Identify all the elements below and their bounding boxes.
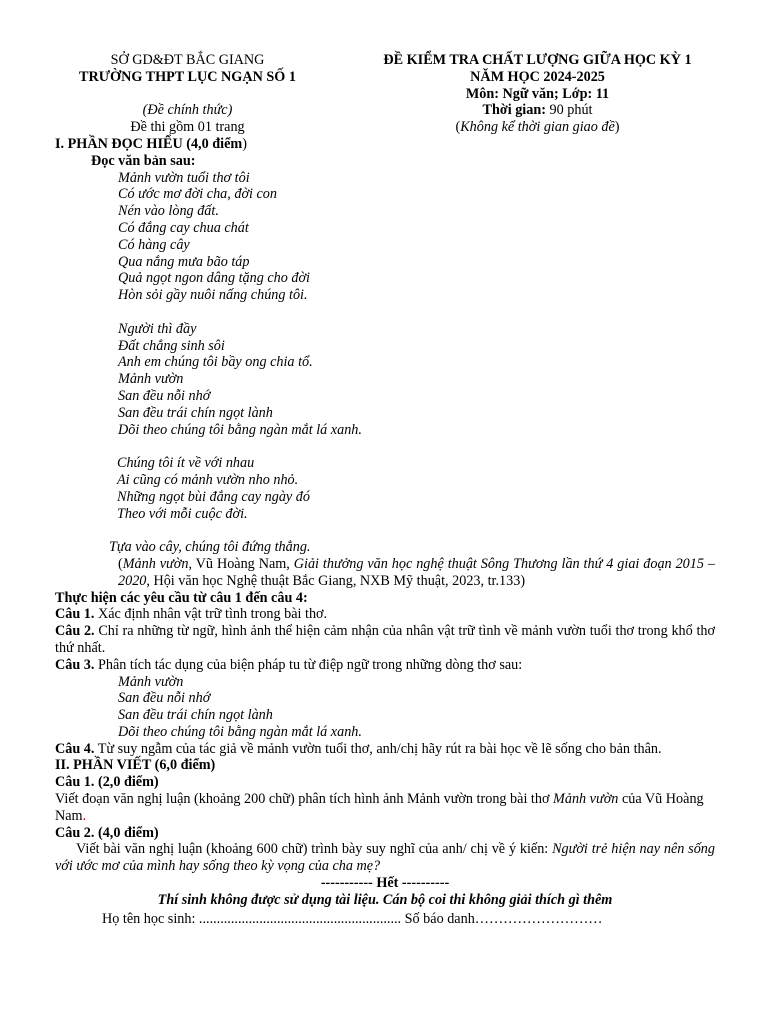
question-3 [55, 657, 715, 674]
q2-label: Câu 2. [55, 623, 95, 640]
poem-stanza-1 [118, 170, 715, 304]
time-note-text: Không kể thời gian giao đề [460, 119, 615, 136]
question-4 [55, 741, 715, 758]
poem-line: Chúng tôi ít về với nhau [117, 455, 255, 472]
poem-line: Dõi theo chúng tôi bằng ngàn mắt lá xanh. [118, 421, 362, 438]
writing-q1-label: Câu 1. (2,0 điểm) [55, 774, 159, 791]
part1-heading-text: I. PHẦN ĐỌC HIỂU (4,0 điểm [55, 136, 243, 152]
poem-line: Mảnh vườn tuổi thơ tôi [118, 169, 250, 186]
poem-line: Hòn sỏi gầy nuôi nấng chúng tôi. [118, 287, 308, 304]
q3-text: Phân tích tác dụng của biện pháp tu từ điệp ngữ trong những dòng thơ sau: [94, 656, 523, 673]
part1-heading [55, 136, 715, 153]
part1-heading-close: ) [242, 136, 247, 152]
poem-line: Đất chẳng sinh sôi [118, 337, 225, 354]
writing-q1 [55, 791, 715, 825]
wq2-quote: Người trẻ hiện nay nên sống với ước mơ của mình hay sống theo kỳ vọng của cha mẹ? [55, 841, 715, 875]
student-info-line: Họ tên học sinh: ......................................................... Số báo danh……………………… [102, 910, 603, 927]
exam-page [55, 52, 715, 927]
exam-notice: Thí sinh không được sử dụng tài liệu. Cán bộ coi thi không giải thích gì thêm [157, 891, 613, 908]
exam-header [55, 52, 715, 136]
note-close: ) [614, 119, 620, 136]
question-2 [55, 623, 715, 657]
poem-stanza-2 [118, 321, 715, 439]
q3-poem [118, 674, 715, 741]
wq1-text-b: của Vũ Hoàng Nam [55, 791, 704, 824]
wq1-text-a: Viết đoạn văn nghị luận (khoảng 200 chữ) phân tích hình ảnh Mảnh vườn trong bài thơ [55, 791, 554, 808]
writing-q2 [55, 841, 715, 875]
poem-line: Ai cũng có mảnh vườn nho nhỏ. [117, 471, 299, 488]
poem-line: San đều trái chín ngọt lành [118, 404, 273, 421]
header-left [55, 52, 320, 136]
poem-line: Có hàng cây [118, 236, 190, 253]
poem-line: Có đắng cay chua chát [118, 219, 249, 236]
q1-text: Xác định nhân vật trữ tình trong bài thơ. [94, 606, 328, 623]
source-title: Mảnh vườn [122, 555, 189, 572]
exam-title: ĐỀ KIỂM TRA CHẤT LƯỢNG GIỮA HỌC KỲ 1 [383, 52, 692, 68]
part2-heading: II. PHẦN VIẾT (6,0 điểm) [55, 757, 216, 774]
poem-line: Dõi theo chúng tôi bằng ngàn mắt lá xanh. [118, 723, 362, 740]
q3-label: Câu 3. [55, 656, 95, 673]
poem-line: San đều nỗi nhớ [118, 690, 211, 707]
wq2-text: Viết bài văn nghị luận (khoảng 600 chữ) trình bày suy nghĩ của anh/ chị về ý kiến: [76, 841, 553, 858]
task-heading: Thực hiện các yêu cầu từ câu 1 đến câu 4: [55, 589, 308, 606]
poem-line: Những ngọt bùi đắng cay ngày đó [117, 488, 310, 505]
poem-line: Mảnh vườn [118, 673, 184, 690]
question-1 [55, 606, 715, 623]
poem-source [118, 556, 715, 590]
poem-line: Quả ngọt ngon dâng tặng cho đời [118, 270, 311, 287]
school-name: TRƯỜNG THPT LỤC NGẠN SỐ 1 [79, 68, 296, 85]
poem-line: San đều trái chín ngọt lành [118, 707, 273, 724]
wq1-dot: . [82, 807, 87, 824]
poem-line: Theo với mỗi cuộc đời. [117, 505, 248, 522]
poem-line: Có ước mơ đời cha, đời con [118, 186, 277, 203]
poem-line: San đều nỗi nhớ [118, 387, 211, 404]
note-open: ( [455, 119, 461, 136]
poem-line: Mảnh vườn [118, 371, 184, 388]
poem-line: Người thì đầy [118, 320, 197, 337]
wq1-title: Mảnh vườn [553, 791, 619, 808]
source-open: ( [118, 555, 123, 572]
poem-line: Qua nắng mưa bão táp [118, 253, 250, 270]
source-author: , Vũ Hoàng Nam, [188, 555, 294, 572]
department-name: SỞ GD&ĐT BẮC GIANG [110, 52, 265, 68]
read-instruction: Đọc văn bản sau: [91, 152, 196, 169]
page-count: Đề thi gồm 01 trang [130, 119, 245, 136]
end-marker: ----------- Hết ---------- [320, 875, 450, 892]
q4-label: Câu 4. [55, 740, 95, 757]
header-right [360, 52, 715, 136]
time-value: 90 phút [545, 102, 593, 119]
poem-line: Nén vào lòng đất. [118, 203, 219, 220]
school-year: NĂM HỌC 2024-2025 [470, 68, 605, 85]
time-note [360, 119, 715, 136]
subject-line: Môn: Ngữ văn; Lớp: 11 [465, 85, 610, 102]
q2-text: Chỉ ra những từ ngữ, hình ảnh thể hiện cảm nhận của nhân vật trữ tình về mảnh vườn tuổi thơ trong khổ thơ thứ nhất. [55, 623, 716, 656]
q4-text: Từ suy ngẫm của tác giả về mảnh vườn tuổi thơ, anh/chị hãy rút ra bài học về lẽ sống cho bản thân. [94, 740, 662, 757]
poem-stanza-3 [117, 455, 715, 522]
official-label: (Đề chính thức) [142, 102, 233, 119]
q1-label: Câu 1. [55, 606, 95, 623]
poem-line: Anh em chúng tôi bầy ong chia tổ. [118, 354, 313, 371]
writing-q2-label: Câu 2. (4,0 điểm) [55, 824, 159, 841]
time-line [360, 102, 715, 119]
source-publisher: , Hội văn học Nghệ thuật Bắc Giang, NXB Mỹ thuật, 2023, tr.133) [146, 572, 526, 589]
poem-last-line: Tựa vào cây, chúng tôi đứng thẳng. [109, 539, 311, 556]
time-label: Thời gian: [482, 102, 546, 119]
source-award: Giải thưởng văn học nghệ thuật Sông Thương lần thứ 4 giai đoạn 2015 – 2020 [118, 555, 715, 589]
